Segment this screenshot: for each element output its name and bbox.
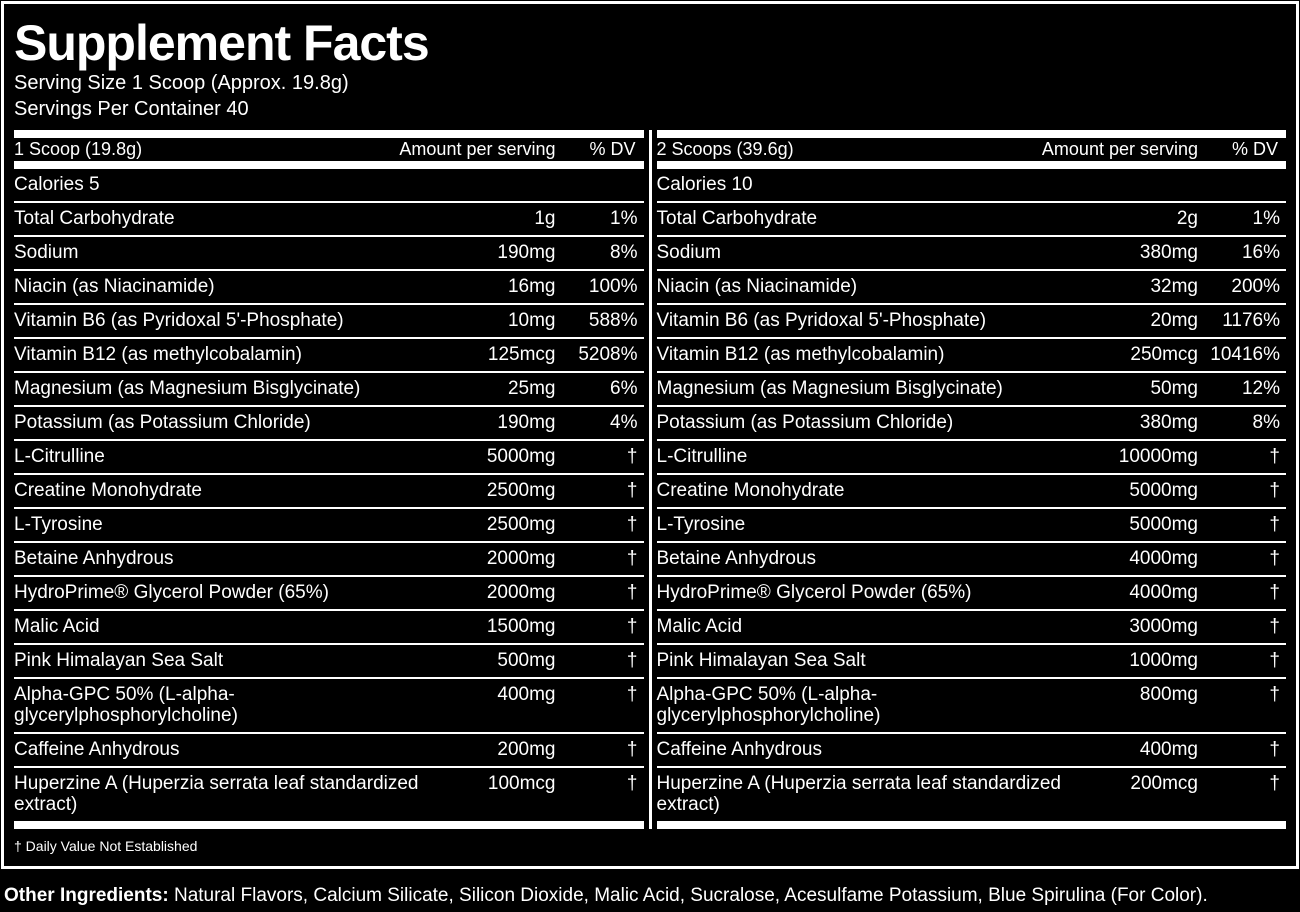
- supplement-facts-title: Supplement Facts: [14, 15, 429, 71]
- ingredient-row: [657, 269, 1287, 303]
- ingredient-dv: †: [1269, 684, 1280, 705]
- supplement-facts-panel: [1, 1, 1299, 869]
- calories-row: Calories 10: [656, 174, 753, 195]
- ingredient-name: Betaine Anhydrous: [656, 548, 817, 569]
- ingredient-dv: 12%: [1241, 378, 1280, 399]
- ingredient-amount: 2000mg: [486, 548, 556, 569]
- ingredient-dv: †: [626, 616, 638, 637]
- ingredient-dv: 8%: [610, 242, 638, 263]
- ingredient-amount: 5000mg: [1129, 480, 1198, 501]
- ingredient-name: Magnesium (as Magnesium Bisglycinate): [656, 378, 1003, 399]
- ingredient-rows: [657, 201, 1287, 821]
- ingredient-dv: †: [626, 650, 638, 671]
- ingredient-name: Total Carbohydrate: [656, 208, 818, 229]
- ingredient-row: [14, 269, 644, 303]
- ingredient-dv: †: [626, 446, 638, 467]
- ingredient-row: [657, 473, 1287, 507]
- ingredient-amount: 200mg: [497, 739, 556, 760]
- ingredient-name: Potassium (as Potassium Chloride): [656, 412, 954, 433]
- ingredient-dv: †: [1269, 739, 1280, 760]
- ingredient-row: [14, 473, 644, 507]
- ingredient-amount: 5000mg: [1129, 514, 1198, 535]
- ingredient-row: [14, 541, 644, 575]
- separator-bar: [14, 130, 644, 138]
- serving-size-line: Serving Size 1 Scoop (Approx. 19.8g): [14, 72, 349, 94]
- ingredient-dv: 1176%: [1222, 310, 1280, 331]
- ingredient-row: [657, 201, 1287, 235]
- ingredient-dv: 1%: [1252, 208, 1280, 229]
- ingredient-amount: 4000mg: [1129, 582, 1198, 603]
- ingredient-row: [657, 732, 1287, 766]
- ingredient-amount: 125mcg: [487, 344, 556, 365]
- ingredient-name: Alpha-GPC 50% (L-alpha-glycerylphosphorylcholine): [14, 684, 238, 726]
- ingredient-row: [657, 541, 1287, 575]
- ingredient-row: [657, 643, 1287, 677]
- ingredient-row: [14, 643, 644, 677]
- ingredient-amount: 400mg: [497, 684, 556, 705]
- ingredient-row: [657, 507, 1287, 541]
- ingredient-name: Betaine Anhydrous: [14, 548, 174, 569]
- ingredient-dv: †: [1269, 582, 1280, 603]
- ingredient-dv: 8%: [1252, 412, 1280, 433]
- ingredient-name: Niacin (as Niacinamide): [656, 276, 858, 297]
- ingredient-name: Sodium: [656, 242, 721, 263]
- ingredient-amount: 20mg: [1150, 310, 1198, 331]
- ingredient-dv: †: [626, 684, 638, 705]
- ingredient-row: [14, 303, 644, 337]
- ingredient-amount: 250mcg: [1130, 344, 1198, 365]
- ingredient-name: L-Citrulline: [14, 446, 105, 467]
- separator-bar: [657, 161, 1287, 169]
- ingredient-dv: †: [1269, 480, 1280, 501]
- ingredient-dv: †: [626, 480, 638, 501]
- ingredient-name: Huperzine A (Huperzia serrata leaf standardized extract): [656, 773, 1062, 815]
- ingredient-dv: 16%: [1241, 242, 1280, 263]
- column-header-row: [657, 138, 1287, 161]
- ingredient-row: [14, 507, 644, 541]
- ingredient-dv: †: [1269, 773, 1280, 794]
- ingredient-dv: 100%: [588, 276, 638, 297]
- ingredient-row: [14, 575, 644, 609]
- ingredient-name: Creatine Monohydrate: [14, 480, 202, 501]
- column-header-row: [14, 138, 644, 161]
- ingredient-amount: 10000mg: [1118, 446, 1198, 467]
- ingredient-row: [657, 609, 1287, 643]
- amount-per-serving-header: Amount per serving: [399, 139, 556, 159]
- ingredient-amount: 100mcg: [487, 773, 556, 794]
- ingredient-rows: [14, 201, 644, 821]
- ingredient-row: [14, 766, 644, 821]
- ingredient-row: [14, 337, 644, 371]
- ingredient-amount: 2500mg: [486, 514, 556, 535]
- ingredient-dv: 10416%: [1210, 344, 1280, 365]
- ingredient-row: [657, 766, 1287, 821]
- ingredient-row: [657, 371, 1287, 405]
- ingredient-amount: 190mg: [497, 412, 556, 433]
- ingredient-dv: 6%: [610, 378, 638, 399]
- ingredient-row: [657, 575, 1287, 609]
- other-ingredients-label: Other Ingredients:: [4, 885, 169, 906]
- separator-bar: [14, 161, 644, 169]
- scoop-size-header: 2 Scoops (39.6g): [656, 139, 794, 159]
- ingredient-row: [657, 235, 1287, 269]
- ingredient-amount: 1000mg: [1129, 650, 1198, 671]
- ingredient-name: L-Citrulline: [656, 446, 748, 467]
- ingredient-dv: 588%: [588, 310, 638, 331]
- ingredient-name: HydroPrime® Glycerol Powder (65%): [656, 582, 972, 603]
- ingredient-name: Vitamin B12 (as methylcobalamin): [14, 344, 302, 365]
- ingredient-dv: †: [1269, 650, 1280, 671]
- ingredient-amount: 2g: [1176, 208, 1198, 229]
- facts-columns: [4, 130, 1296, 829]
- ingredient-name: Vitamin B12 (as methylcobalamin): [656, 344, 945, 365]
- ingredient-row: [14, 732, 644, 766]
- ingredient-amount: 2500mg: [486, 480, 556, 501]
- ingredient-dv: †: [626, 582, 638, 603]
- ingredient-amount: 800mg: [1139, 684, 1198, 705]
- ingredient-name: Alpha-GPC 50% (L-alpha-glycerylphosphorylcholine): [656, 684, 881, 726]
- amount-per-serving-header: Amount per serving: [1041, 139, 1198, 159]
- ingredient-amount: 400mg: [1139, 739, 1198, 760]
- ingredient-row: [657, 439, 1287, 473]
- ingredient-amount: 50mg: [1150, 378, 1198, 399]
- ingredient-amount: 500mg: [497, 650, 556, 671]
- ingredient-row: [14, 609, 644, 643]
- facts-column-1-scoop: [14, 130, 644, 829]
- ingredient-amount: 200mcg: [1130, 773, 1198, 794]
- ingredient-amount: 10mg: [507, 310, 556, 331]
- ingredient-row: [14, 201, 644, 235]
- ingredient-amount: 380mg: [1139, 412, 1198, 433]
- servings-per-container-line: Servings Per Container 40: [14, 98, 249, 120]
- ingredient-name: Vitamin B6 (as Pyridoxal 5'-Phosphate): [14, 310, 344, 331]
- ingredient-dv: †: [1269, 616, 1280, 637]
- ingredient-row: [657, 337, 1287, 371]
- separator-bar: [657, 821, 1287, 829]
- ingredient-row: [14, 235, 644, 269]
- separator-bar: [657, 130, 1287, 138]
- ingredient-name: Huperzine A (Huperzia serrata leaf standardized extract): [14, 773, 419, 815]
- ingredient-name: Magnesium (as Magnesium Bisglycinate): [14, 378, 361, 399]
- ingredient-dv: 4%: [610, 412, 638, 433]
- ingredient-name: Sodium: [14, 242, 79, 263]
- ingredient-name: Malic Acid: [656, 616, 743, 637]
- other-ingredients: [4, 884, 1296, 907]
- ingredient-name: Creatine Monohydrate: [656, 480, 845, 501]
- ingredient-name: Vitamin B6 (as Pyridoxal 5'-Phosphate): [656, 310, 987, 331]
- ingredient-amount: 1500mg: [486, 616, 556, 637]
- ingredient-dv: 1%: [610, 208, 638, 229]
- percent-dv-header: % DV: [1231, 139, 1278, 159]
- ingredient-dv: †: [626, 773, 638, 794]
- ingredient-amount: 190mg: [497, 242, 556, 263]
- ingredient-row: [657, 405, 1287, 439]
- percent-dv-header: % DV: [589, 139, 636, 159]
- separator-bar: [14, 821, 644, 829]
- ingredient-name: Pink Himalayan Sea Salt: [656, 650, 866, 671]
- ingredient-name: Potassium (as Potassium Chloride): [14, 412, 311, 433]
- ingredient-name: Total Carbohydrate: [14, 208, 175, 229]
- ingredient-amount: 3000mg: [1129, 616, 1198, 637]
- other-ingredients-text: Natural Flavors, Calcium Silicate, Silicon Dioxide, Malic Acid, Sucralose, Acesulfame Potassium, Blue Spirulina (For Color).: [173, 885, 1208, 906]
- ingredient-amount: 2000mg: [486, 582, 556, 603]
- ingredient-amount: 5000mg: [486, 446, 556, 467]
- ingredient-name: Caffeine Anhydrous: [656, 739, 822, 760]
- column-divider: [644, 130, 657, 829]
- ingredient-dv: †: [1269, 548, 1280, 569]
- ingredient-row: [14, 439, 644, 473]
- ingredient-dv: 200%: [1231, 276, 1280, 297]
- ingredient-amount: 16mg: [507, 276, 556, 297]
- ingredient-row: [657, 677, 1287, 732]
- ingredient-amount: 4000mg: [1129, 548, 1198, 569]
- ingredient-dv: †: [1269, 514, 1280, 535]
- ingredient-dv: †: [626, 548, 638, 569]
- ingredient-amount: 380mg: [1139, 242, 1198, 263]
- ingredient-dv: 5208%: [578, 344, 638, 365]
- ingredient-name: Malic Acid: [14, 616, 100, 637]
- ingredient-row: [14, 371, 644, 405]
- ingredient-name: Pink Himalayan Sea Salt: [14, 650, 224, 671]
- ingredient-row: [14, 677, 644, 732]
- ingredient-name: L-Tyrosine: [14, 514, 103, 535]
- panel-header: [4, 4, 1296, 130]
- ingredient-dv: †: [1269, 446, 1280, 467]
- ingredient-row: [657, 303, 1287, 337]
- ingredient-amount: 32mg: [1150, 276, 1198, 297]
- ingredient-row: [14, 405, 644, 439]
- ingredient-amount: 1g: [534, 208, 556, 229]
- ingredient-name: L-Tyrosine: [656, 514, 746, 535]
- facts-column-2-scoops: [657, 130, 1287, 829]
- scoop-size-header: 1 Scoop (19.8g): [14, 139, 143, 159]
- ingredient-name: HydroPrime® Glycerol Powder (65%): [14, 582, 329, 603]
- ingredient-name: Caffeine Anhydrous: [14, 739, 180, 760]
- calories-row: Calories 5: [14, 174, 100, 195]
- ingredient-dv: †: [626, 514, 638, 535]
- ingredient-name: Niacin (as Niacinamide): [14, 276, 215, 297]
- ingredient-dv: †: [626, 739, 638, 760]
- ingredient-amount: 25mg: [507, 378, 556, 399]
- daily-value-footnote: † Daily Value Not Established: [14, 838, 198, 854]
